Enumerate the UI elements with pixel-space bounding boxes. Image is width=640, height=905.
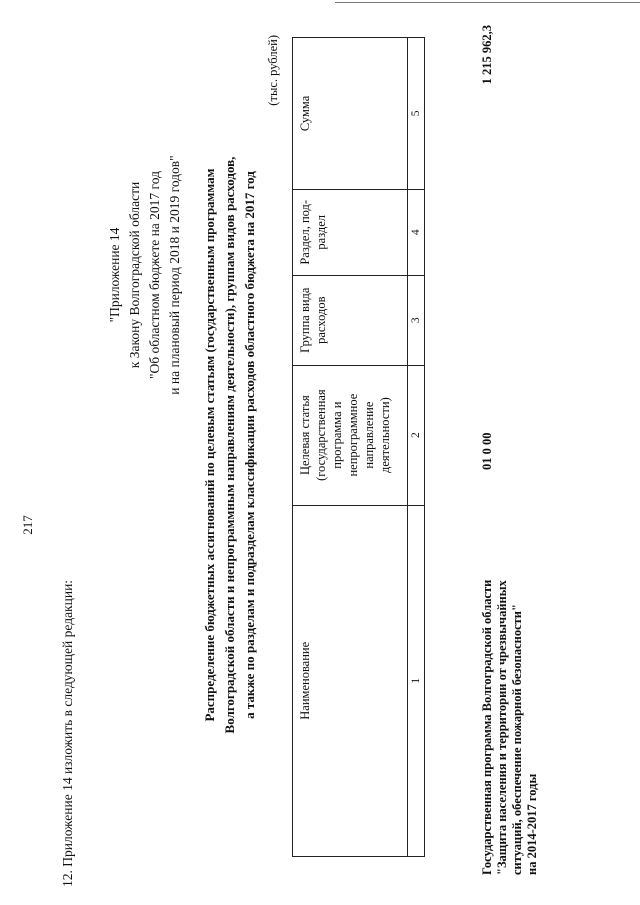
appendix-line: к Закону Волгоградской области (127, 181, 142, 369)
column-number-row (408, 38, 425, 857)
column-number: 1 (408, 505, 425, 856)
row-target-code: 01 0 00 (480, 432, 494, 470)
page-number: 217 (20, 515, 35, 535)
row-sum: 1 215 962,3 (480, 25, 494, 85)
row-name-line: ситуаций, обеспечение пожарной безопасности" (510, 604, 524, 875)
appendix-line: "Приложение 14 (107, 227, 122, 323)
appendix-heading (105, 115, 185, 435)
budget-table (292, 37, 425, 857)
intro-text: 12. Приложение 14 изложить в следующей редакции: (60, 579, 75, 887)
header-section: Раздел, под-раздел (293, 189, 408, 275)
unit-label: (тыс. рублей) (266, 35, 280, 106)
document-title (200, 65, 260, 825)
table-row (460, 15, 550, 875)
row-name-line: "Защита населения и территории от чрезвычайных (495, 580, 509, 875)
title-line: Волгоградской области и непрограммным направлениям деятельности), группам видов расходов, (222, 156, 237, 734)
appendix-line: и на плановый период 2018 и 2019 годов" (167, 155, 182, 395)
row-name-line: Государственная программа Волгоградской области (480, 579, 494, 875)
header-target-article: Целевая статья (государственная программа и непрограммное направление деятельности) (293, 365, 408, 505)
column-number: 4 (408, 189, 425, 275)
row-name-line: на 2014-2017 годы (525, 773, 539, 875)
header-name: Наименование (293, 505, 408, 856)
title-line: а также по разделам и подразделам классификации расходов областного бюджета на 2017 год (242, 171, 257, 719)
column-number: 2 (408, 365, 425, 505)
header-sum: Сумма (293, 38, 408, 190)
header-expense-group: Группа вида расходов (293, 275, 408, 365)
row-name (480, 575, 540, 875)
column-number: 3 (408, 275, 425, 365)
title-line: Распределение бюджетных ассигнований по целевым статьям (государственным программам (202, 168, 217, 722)
appendix-line: "Об областном бюджете на 2017 год (147, 171, 162, 379)
table-header-row (293, 38, 408, 857)
column-number: 5 (408, 38, 425, 190)
